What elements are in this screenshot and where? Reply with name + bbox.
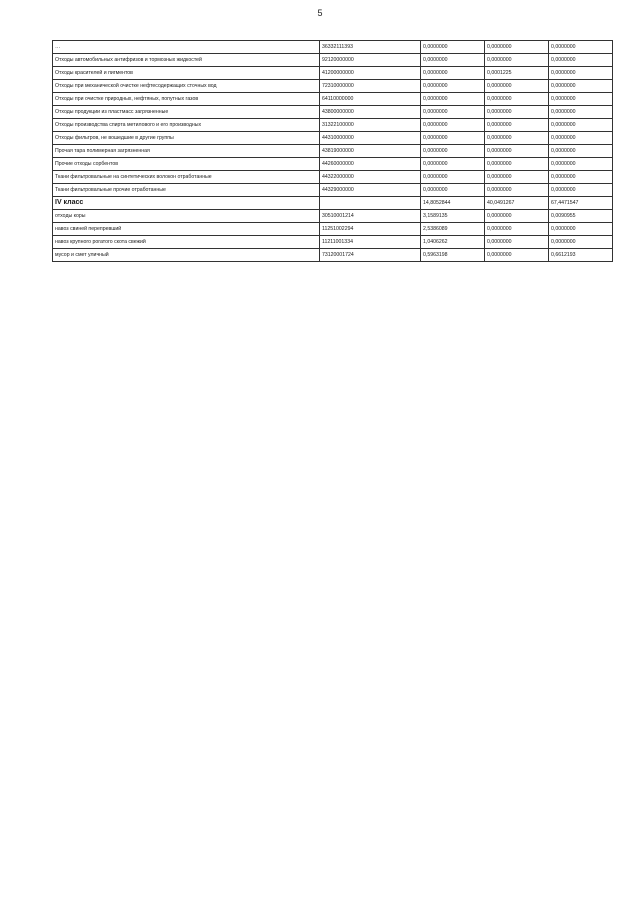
waste-code-cell: 64110000000 bbox=[320, 93, 421, 106]
value-cell-3: 0,0000000 bbox=[549, 41, 613, 54]
value-cell-1: 0,0000000 bbox=[421, 54, 485, 67]
value-cell-2: 0,0000000 bbox=[485, 184, 549, 197]
table-row bbox=[53, 171, 613, 184]
table-row bbox=[53, 54, 613, 67]
table-row bbox=[53, 80, 613, 93]
value-cell-1: 0,0000000 bbox=[421, 158, 485, 171]
waste-code-cell: 41200000000 bbox=[320, 67, 421, 80]
waste-code-cell: 44310000000 bbox=[320, 132, 421, 145]
value-cell-3: 0,0000000 bbox=[549, 119, 613, 132]
value-cell-2: 0,0000000 bbox=[485, 119, 549, 132]
waste-code-cell: 30510001214 bbox=[320, 210, 421, 223]
waste-name-cell: Отходы при очистке природных, нефтяных, попутных газов bbox=[53, 93, 320, 106]
value-cell-1: 0,5963198 bbox=[421, 249, 485, 262]
value-cell-3: 0,0000000 bbox=[549, 158, 613, 171]
waste-name-cell: навоз свиней перепревший bbox=[53, 223, 320, 236]
value-cell-2: 0,0000000 bbox=[485, 93, 549, 106]
table-row bbox=[53, 158, 613, 171]
value-cell-2: 0,0000000 bbox=[485, 80, 549, 93]
value-cell-2: 0,0000000 bbox=[485, 106, 549, 119]
waste-name-cell: IV класс bbox=[53, 197, 320, 210]
waste-code-cell: 11211001334 bbox=[320, 236, 421, 249]
waste-code-cell: 11251002294 bbox=[320, 223, 421, 236]
page-number: 5 bbox=[317, 8, 323, 18]
value-cell-1: 0,0000000 bbox=[421, 132, 485, 145]
value-cell-1: 0,0000000 bbox=[421, 145, 485, 158]
value-cell-1: 14,8052844 bbox=[421, 197, 485, 210]
value-cell-2: 40,0491267 bbox=[485, 197, 549, 210]
waste-name-cell: навоз крупного рогатого скота свежий bbox=[53, 236, 320, 249]
value-cell-1: 0,0000000 bbox=[421, 67, 485, 80]
waste-name-cell: Отходы автомобильных антифризов и тормозных жидкостей bbox=[53, 54, 320, 67]
value-cell-2: 0,0000000 bbox=[485, 249, 549, 262]
waste-code-cell: 72310000000 bbox=[320, 80, 421, 93]
waste-name-cell: Отходы при механической очистке нефтесодержащих сточных вод bbox=[53, 80, 320, 93]
value-cell-3: 0,0000000 bbox=[549, 171, 613, 184]
value-cell-2: 0,0001225 bbox=[485, 67, 549, 80]
waste-name-cell: Отходы красителей и пигментов bbox=[53, 67, 320, 80]
table-row bbox=[53, 145, 613, 158]
table-row bbox=[53, 132, 613, 145]
table-row bbox=[53, 236, 613, 249]
waste-table-body bbox=[53, 41, 613, 262]
table-row bbox=[53, 119, 613, 132]
value-cell-3: 0,0000000 bbox=[549, 54, 613, 67]
table-row bbox=[53, 223, 613, 236]
table-row bbox=[53, 67, 613, 80]
value-cell-2: 0,0000000 bbox=[485, 158, 549, 171]
value-cell-3: 0,0000000 bbox=[549, 184, 613, 197]
waste-name-cell: … bbox=[53, 41, 320, 54]
waste-name-cell: отходы коры bbox=[53, 210, 320, 223]
value-cell-3: 0,0000000 bbox=[549, 132, 613, 145]
value-cell-2: 0,0000000 bbox=[485, 41, 549, 54]
value-cell-3: 0,0000000 bbox=[549, 80, 613, 93]
value-cell-2: 0,0000000 bbox=[485, 210, 549, 223]
waste-name-cell: Ткани фильтровальные прочие отработанные bbox=[53, 184, 320, 197]
waste-name-cell: Прочая тара полимерная загрязненная bbox=[53, 145, 320, 158]
waste-code-cell: 43819000000 bbox=[320, 145, 421, 158]
value-cell-3: 0,0000000 bbox=[549, 223, 613, 236]
value-cell-3: 0,6612193 bbox=[549, 249, 613, 262]
waste-code-cell: 43800000000 bbox=[320, 106, 421, 119]
value-cell-3: 67,4471547 bbox=[549, 197, 613, 210]
value-cell-3: 0,0000000 bbox=[549, 67, 613, 80]
value-cell-3: 0,0090955 bbox=[549, 210, 613, 223]
value-cell-1: 0,0000000 bbox=[421, 93, 485, 106]
value-cell-1: 0,0000000 bbox=[421, 41, 485, 54]
waste-code-cell: 73120001724 bbox=[320, 249, 421, 262]
value-cell-2: 0,0000000 bbox=[485, 223, 549, 236]
waste-name-cell: Прочие отходы сорбентов bbox=[53, 158, 320, 171]
waste-code-cell: 44260000000 bbox=[320, 158, 421, 171]
waste-name-cell: Отходы производства спирта метилового и его производных bbox=[53, 119, 320, 132]
waste-code-cell bbox=[320, 197, 421, 210]
waste-name-cell: Отходы продукции из пластмасс загрязненные bbox=[53, 106, 320, 119]
table-row bbox=[53, 106, 613, 119]
table-row bbox=[53, 249, 613, 262]
value-cell-1: 0,0000000 bbox=[421, 184, 485, 197]
value-cell-2: 0,0000000 bbox=[485, 54, 549, 67]
value-cell-1: 3,1589135 bbox=[421, 210, 485, 223]
value-cell-1: 1,0406262 bbox=[421, 236, 485, 249]
value-cell-3: 0,0000000 bbox=[549, 145, 613, 158]
table-row bbox=[53, 210, 613, 223]
class-row bbox=[53, 197, 613, 210]
value-cell-2: 0,0000000 bbox=[485, 236, 549, 249]
value-cell-3: 0,0000000 bbox=[549, 106, 613, 119]
waste-code-cell: 92120000000 bbox=[320, 54, 421, 67]
value-cell-1: 0,0000000 bbox=[421, 171, 485, 184]
table-row bbox=[53, 41, 613, 54]
value-cell-2: 0,0000000 bbox=[485, 171, 549, 184]
waste-name-cell: мусор и смет уличный bbox=[53, 249, 320, 262]
value-cell-1: 0,0000000 bbox=[421, 106, 485, 119]
waste-name-cell: Отходы фильтров, не вошедшие в другие группы bbox=[53, 132, 320, 145]
table-row bbox=[53, 93, 613, 106]
value-cell-1: 0,0000000 bbox=[421, 80, 485, 93]
waste-code-cell: 36332111393 bbox=[320, 41, 421, 54]
value-cell-2: 0,0000000 bbox=[485, 132, 549, 145]
value-cell-1: 0,0000000 bbox=[421, 119, 485, 132]
waste-code-cell: 31322100000 bbox=[320, 119, 421, 132]
value-cell-1: 2,5386089 bbox=[421, 223, 485, 236]
waste-code-cell: 44329000000 bbox=[320, 184, 421, 197]
table-row bbox=[53, 184, 613, 197]
waste-code-cell: 44322000000 bbox=[320, 171, 421, 184]
value-cell-3: 0,0000000 bbox=[549, 93, 613, 106]
waste-table bbox=[52, 40, 613, 262]
value-cell-3: 0,0000000 bbox=[549, 236, 613, 249]
waste-name-cell: Ткани фильтровальные на синтетических волокон отработанные bbox=[53, 171, 320, 184]
value-cell-2: 0,0000000 bbox=[485, 145, 549, 158]
